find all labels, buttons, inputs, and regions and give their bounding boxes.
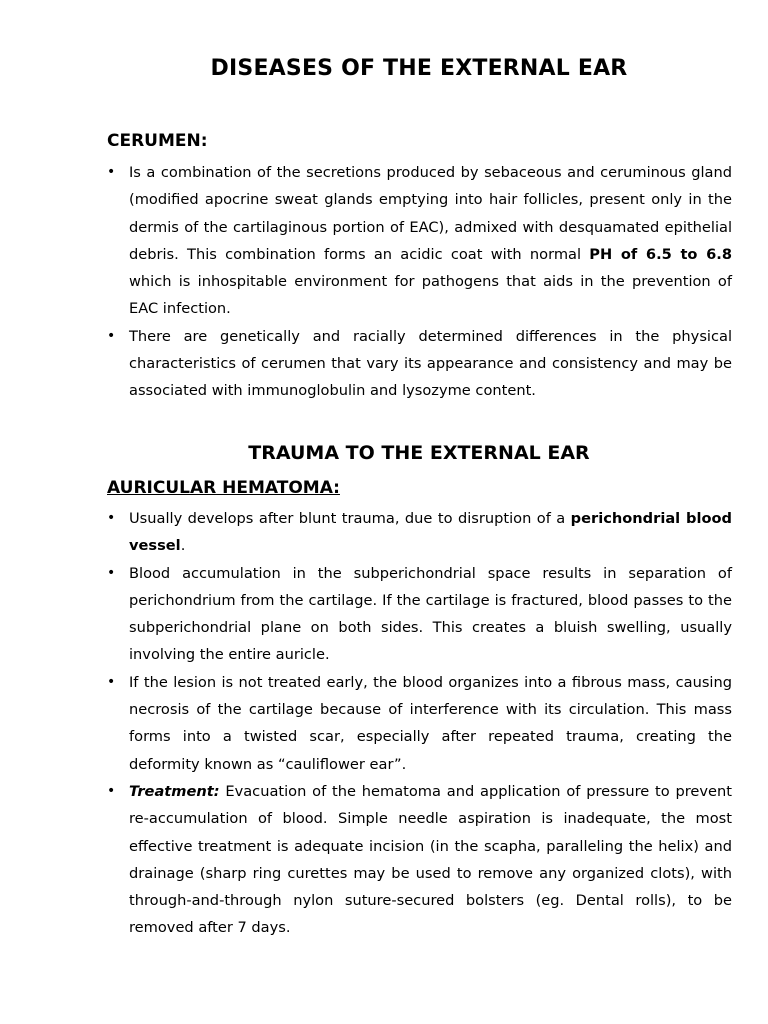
cerumen-ph-value: PH of 6.5 to 6.8 (589, 245, 732, 263)
auricular-hematoma-heading: AURICULAR HEMATOMA: (107, 478, 340, 498)
trauma-heading: TRAUMA TO THE EXTERNAL EAR (248, 442, 590, 464)
bullet-icon: • (107, 673, 116, 690)
bullet-icon: • (107, 164, 116, 180)
list-item (107, 669, 732, 778)
hematoma-bullet-1-text: Usually develops after blunt trauma, due to disruption of a (129, 510, 571, 527)
bullet-icon: • (107, 564, 116, 581)
cerumen-bullet-list (107, 159, 732, 405)
hematoma-bullet-3-text: If the lesion is not treated early, the blood organizes into a fibrous mass, causing necrosis of the cartilage because of interference with its circulation. This mass forms into a twisted scar, especially after repeated trauma, creating the deformity known as “cauliflower ear”. (129, 673, 732, 773)
cerumen-heading: CERUMEN: (107, 131, 208, 151)
list-item (107, 323, 732, 405)
list-item (107, 159, 732, 323)
list-item (107, 505, 732, 560)
perichondrial-vessel-text: perichondrial blood vessel (129, 510, 732, 555)
cerumen-bullet-1-text: Is a combination of the secretions produced by sebaceous and ceruminous gland (modified apocrine sweat glands emptying into hair follicles, present only in the dermis of the cartilaginous portion of EAC), admixed with desquamated epithelial debris. This combination forms an acidic coat with normal (129, 164, 732, 263)
bullet-icon: • (107, 327, 116, 344)
cerumen-bullet-1-text-end: which is inhospitable environment for pathogens that aids in the prevention of EAC infection. (129, 273, 732, 318)
hematoma-bullet-1-text-end: . (180, 537, 186, 555)
treatment-label: Treatment: (129, 782, 220, 800)
treatment-text: Evacuation of the hematoma and application of pressure to prevent re-accumulation of blood. Simple needle aspiration is inadequate, the most effective treatment is adequate incision (in the scapha, paralleling the helix) and drainage (sharp ring curettes may be used to remove any organized clots), with through-and-through nylon suture-secured bolsters (eg. Dental rolls), to be removed after 7 days. (129, 782, 732, 937)
list-item (107, 778, 732, 942)
cerumen-bullet-2-text: There are genetically and racially determined differences in the physical characteristics of cerumen that vary its appearance and consistency and may be associated with immunoglobulin and lysozyme content. (129, 327, 732, 400)
hematoma-bullet-list (107, 505, 732, 942)
bullet-icon: • (107, 782, 116, 799)
bullet-icon: • (107, 510, 116, 526)
document-title: DISEASES OF THE EXTERNAL EAR (210, 56, 628, 81)
hematoma-bullet-2-text: Blood accumulation in the subperichondrial space results in separation of perichondrium from the cartilage. If the cartilage is fractured, blood passes to the subperichondrial plane on both sides. This creates a bluish swelling, usually involving the entire auricle. (129, 564, 732, 664)
list-item (107, 560, 732, 669)
